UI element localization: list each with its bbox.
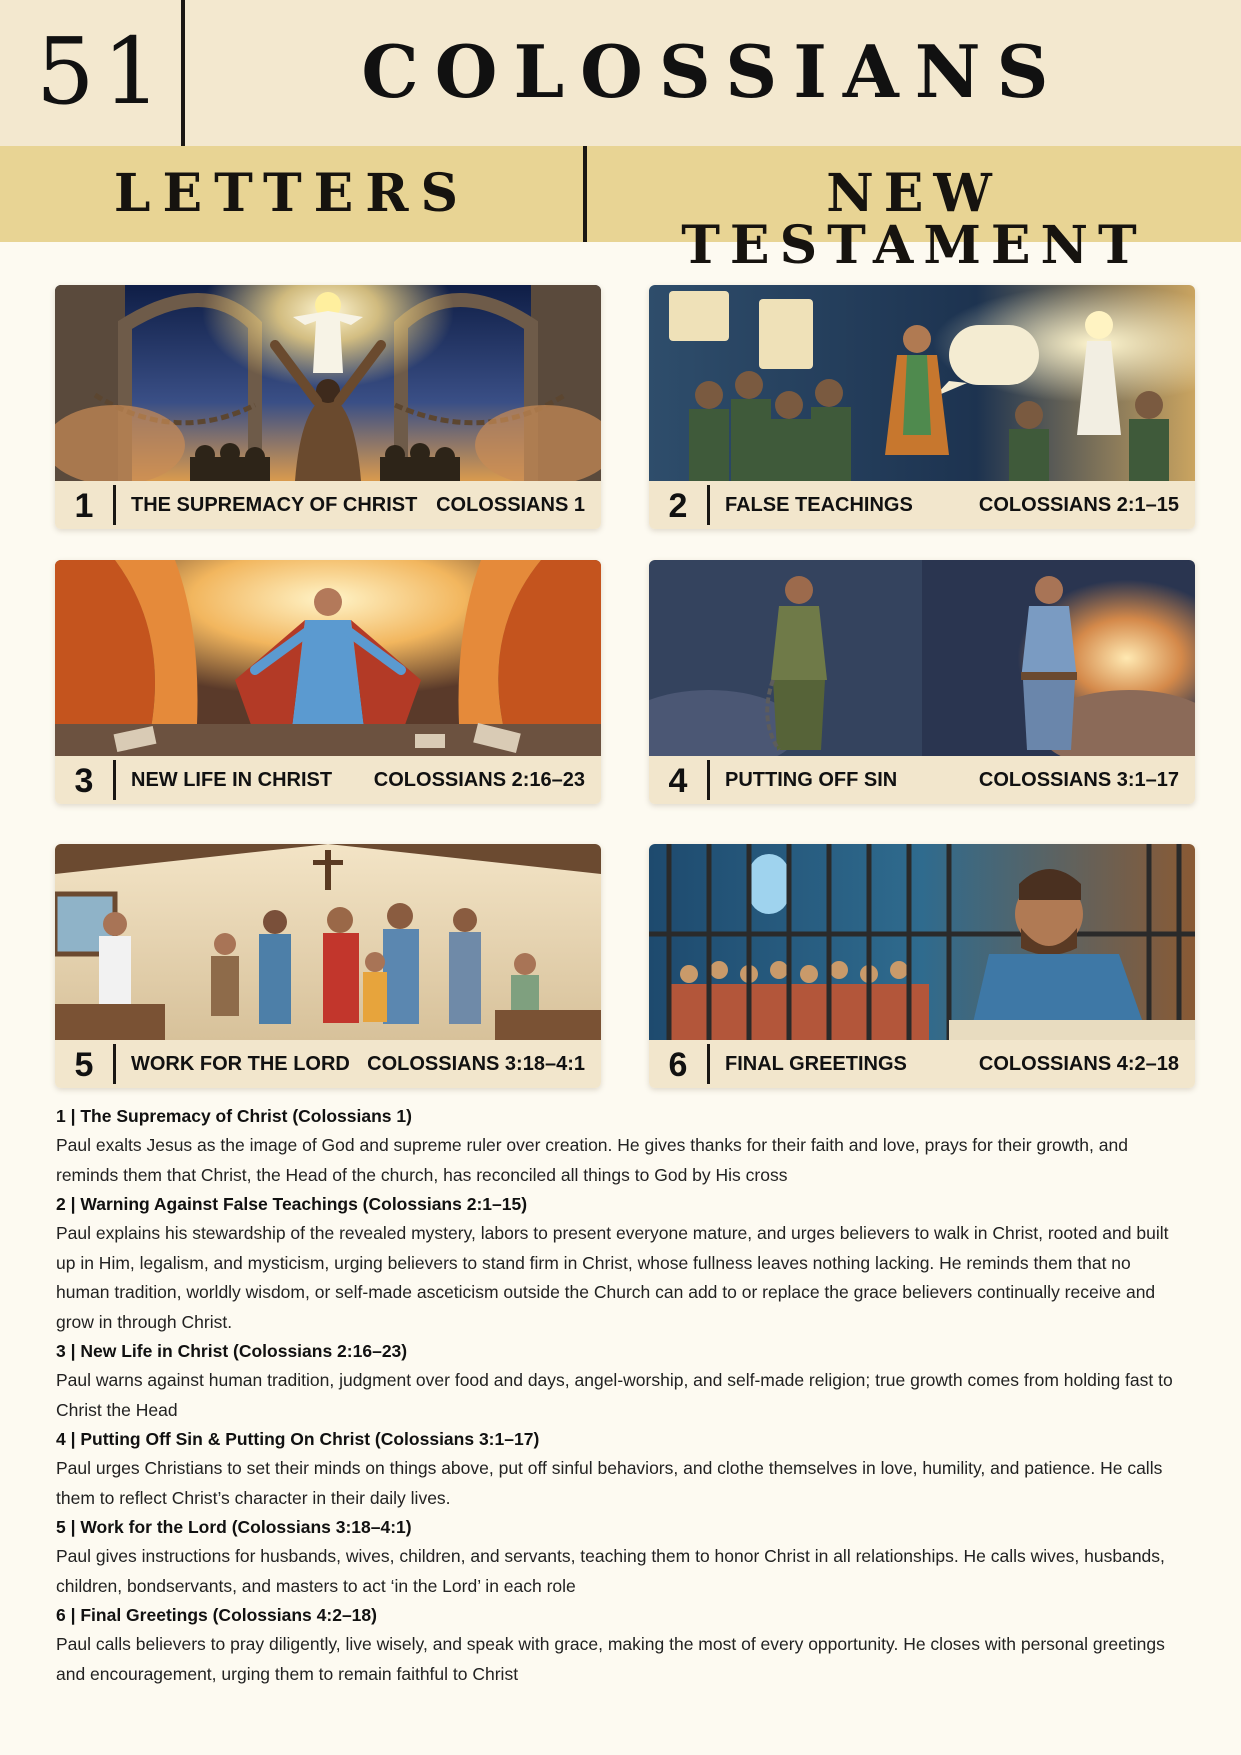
caption-divider bbox=[113, 485, 116, 525]
panel-number: 5 bbox=[74, 1046, 94, 1084]
caption-divider bbox=[113, 760, 116, 800]
caption-divider bbox=[707, 1044, 710, 1084]
panel-number: 2 bbox=[668, 487, 688, 525]
panel-5 bbox=[55, 844, 601, 1088]
summary-text: Paul explains his stewardship of the revealed mystery, labors to present everyone mature, and urges believers to walk in Christ, rooted and built up in Him, legalism, and mysticism, urging believers to stand firm in Christ, whose fullness leaves nothing lacking. He reminds them that no human tradition, worldly wisdom, or self-made asceticism outside the Church can add to or replace the grace believers continually receive and grow in through Christ. bbox=[56, 1223, 1169, 1332]
panel-4 bbox=[649, 560, 1195, 804]
summary-text: Paul urges Christians to set their minds on things above, put off sinful behaviors, and clothe themselves in love, humility, and patience. He calls them to reflect Christ’s character in their daily lives. bbox=[56, 1458, 1163, 1508]
new-life-in-christ-illustration bbox=[55, 560, 601, 756]
caption-divider bbox=[113, 1044, 116, 1084]
caption-divider bbox=[707, 485, 710, 525]
panel-caption bbox=[649, 756, 1195, 804]
summary-heading: 4 | Putting Off Sin & Putting On Christ (Colossians 3:1–17) bbox=[56, 1429, 540, 1449]
panel-caption bbox=[649, 1040, 1195, 1088]
category-label: LETTERS bbox=[113, 163, 471, 224]
panel-number: 4 bbox=[668, 762, 688, 800]
summary-text: Paul calls believers to pray diligently, live wisely, and speak with grace, making the most of every opportunity. He closes with personal greetings and encouragement, urging them to remain faithful to Christ bbox=[56, 1634, 1165, 1684]
panel-number: 1 bbox=[74, 487, 94, 525]
panel-number: 3 bbox=[74, 762, 94, 800]
panel-reference: COLOSSIANS 4:2–18 bbox=[978, 1053, 1179, 1075]
panel-6 bbox=[649, 844, 1195, 1088]
book-title: COLOSSIANS bbox=[361, 29, 1065, 114]
summary-item bbox=[56, 1337, 1186, 1425]
panel-caption bbox=[55, 756, 601, 804]
panel-title: WORK FOR THE LORD bbox=[131, 1053, 350, 1075]
summary-item bbox=[56, 1513, 1186, 1601]
summary-heading: 2 | Warning Against False Teachings (Colossians 2:1–15) bbox=[56, 1194, 528, 1214]
panel-reference: COLOSSIANS 2:1–15 bbox=[978, 494, 1179, 516]
panel-reference: COLOSSIANS 3:18–4:1 bbox=[367, 1053, 585, 1075]
panel-caption bbox=[55, 1040, 601, 1088]
panel-title: FINAL GREETINGS bbox=[725, 1053, 907, 1075]
summary-heading: 6 | Final Greetings (Colossians 4:2–18) bbox=[56, 1605, 377, 1625]
book-number: 51 bbox=[36, 18, 170, 125]
panel-2 bbox=[649, 285, 1195, 529]
summary-text: Paul warns against human tradition, judgment over food and days, angel-worship, and self-made religion; true growth comes from holding fast to Christ the Head bbox=[56, 1370, 1173, 1420]
summary-text: Paul exalts Jesus as the image of God and supreme ruler over creation. He gives thanks for their faith and love, prays for their growth, and reminds them that Christ, the Head of the church, has reconciled all things to God by His cross bbox=[56, 1135, 1128, 1185]
panel-title: PUTTING OFF SIN bbox=[725, 769, 898, 791]
supremacy-of-christ-illustration bbox=[55, 285, 601, 481]
caption-divider bbox=[707, 760, 710, 800]
final-greetings-illustration bbox=[649, 844, 1195, 1040]
panel-reference: COLOSSIANS 3:1–17 bbox=[978, 769, 1179, 791]
panel-caption bbox=[649, 481, 1195, 529]
summary-text: Paul gives instructions for husbands, wives, children, and servants, teaching them to honor Christ in all relationships. He calls wives, husbands, children, bondservants, and masters to act ‘in the Lord’ in each role bbox=[56, 1546, 1165, 1596]
testament-label: NEW TESTAMENT bbox=[681, 163, 1147, 276]
panel-number: 6 bbox=[668, 1046, 688, 1084]
work-for-the-lord-illustration bbox=[55, 844, 601, 1040]
panel-title: THE SUPREMACY OF CHRIST bbox=[131, 494, 418, 516]
panel-reference: COLOSSIANS 1 bbox=[436, 494, 585, 516]
summary-heading: 3 | New Life in Christ (Colossians 2:16–23) bbox=[56, 1341, 408, 1361]
summary-heading: 5 | Work for the Lord (Colossians 3:18–4:1) bbox=[56, 1517, 412, 1537]
panel-title: NEW LIFE IN CHRIST bbox=[131, 769, 333, 791]
panel-reference: COLOSSIANS 2:16–23 bbox=[373, 769, 585, 791]
summary-item bbox=[56, 1102, 1186, 1190]
panel-title: FALSE TEACHINGS bbox=[725, 494, 913, 516]
summary-item bbox=[56, 1190, 1186, 1337]
chapter-summaries bbox=[56, 1102, 1186, 1689]
panel-1 bbox=[55, 285, 601, 529]
panel-caption bbox=[55, 481, 601, 529]
summary-heading: 1 | The Supremacy of Christ (Colossians 1) bbox=[56, 1106, 412, 1126]
putting-off-sin-illustration bbox=[649, 560, 1195, 756]
false-teachings-illustration bbox=[649, 285, 1195, 481]
summary-item bbox=[56, 1425, 1186, 1513]
panel-3 bbox=[55, 560, 601, 804]
summary-item bbox=[56, 1601, 1186, 1689]
